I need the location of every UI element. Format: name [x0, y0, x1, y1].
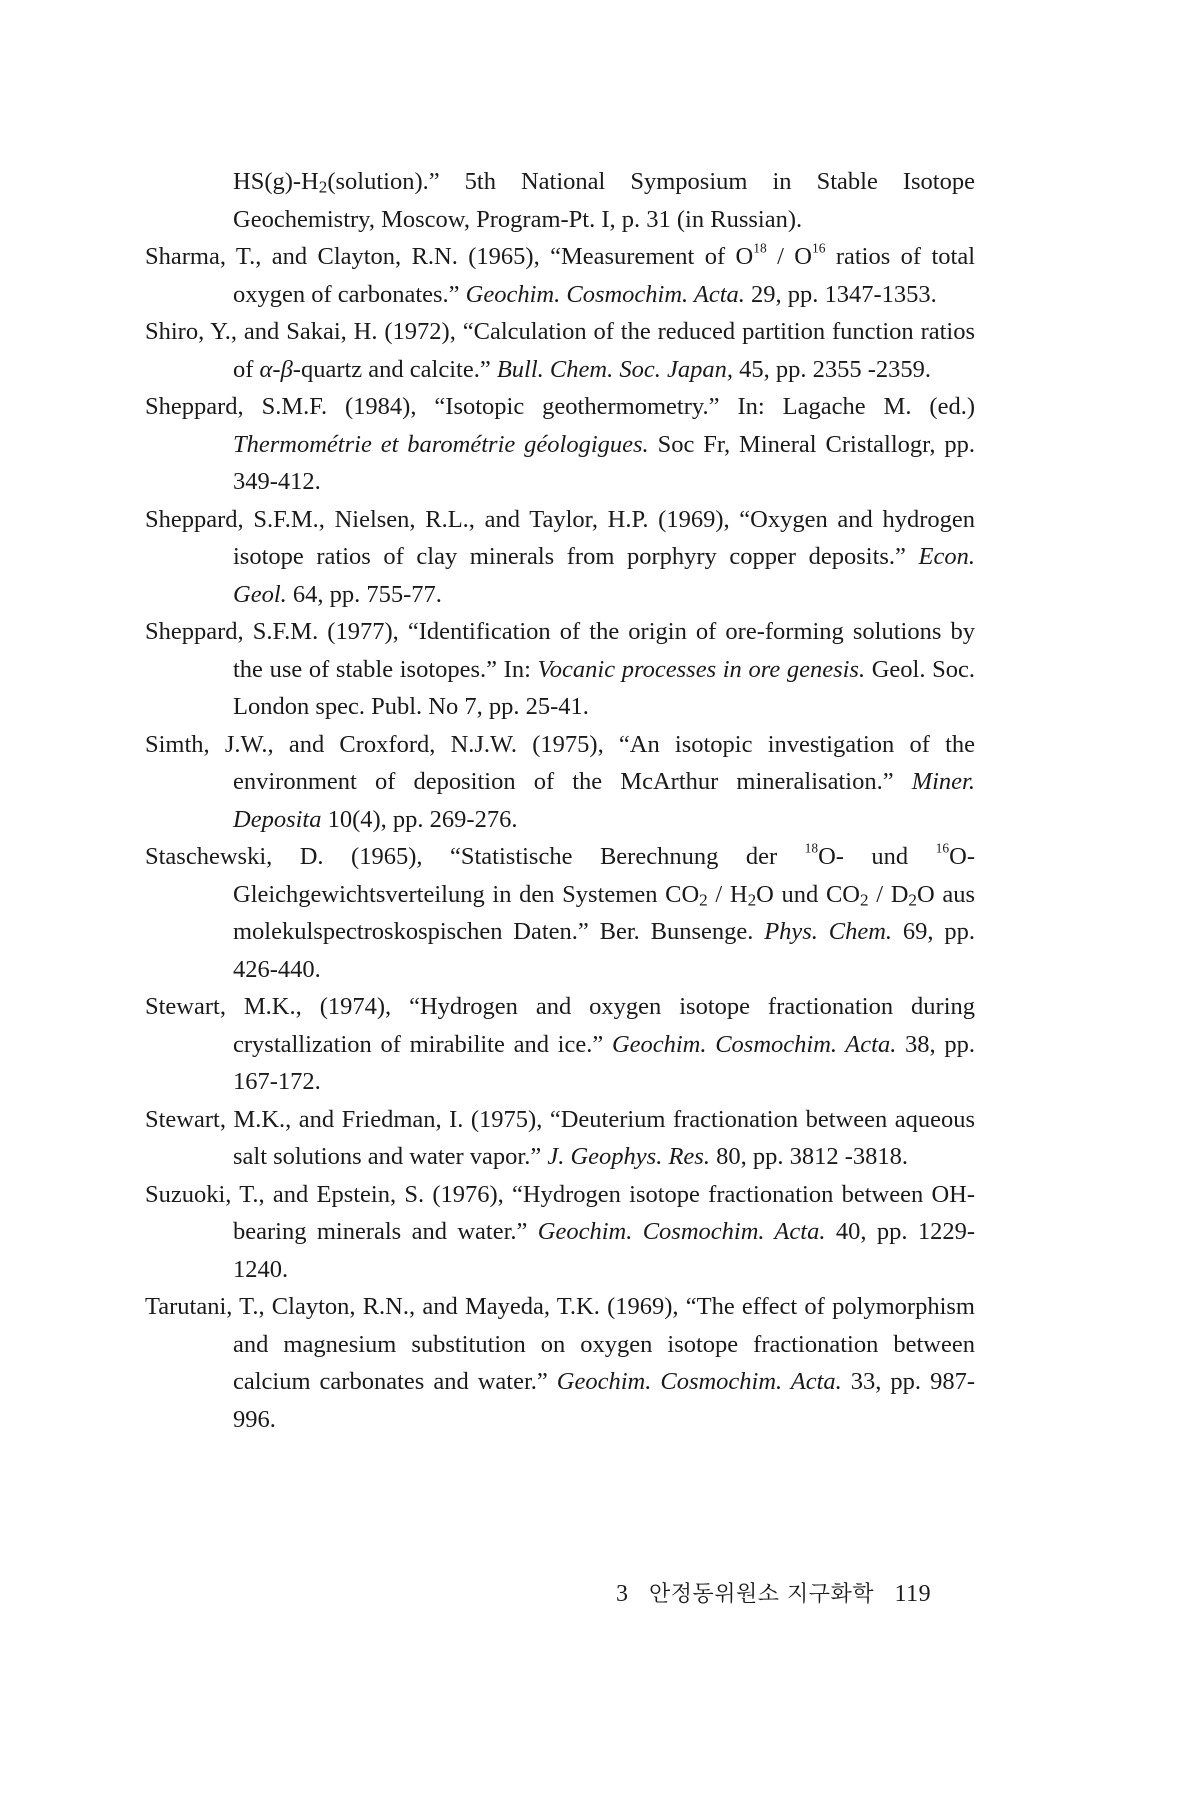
- chapter-number: 3: [616, 1581, 629, 1607]
- reference-text: / D: [868, 880, 909, 908]
- reference-title-italic: Vocanic processes in ore genesis.: [537, 655, 866, 683]
- reference-text: O aus molekulspectroskospischen Daten.” Ber. Bunsenge.: [233, 880, 976, 945]
- reference-entry: [145, 313, 975, 388]
- reference-text: Sheppard, S.M.F. (1984), “Isotopic geothermometry.” In: Lagache M. (ed.): [145, 393, 975, 420]
- reference-text: -quartz and calcite.”: [292, 355, 497, 383]
- subscript: 2: [318, 177, 328, 197]
- reference-text: Sheppard, S.F.M., Nielsen, R.L., and Taylor, H.P. (1969), “Oxygen and hydrogen isotope ratios of clay minerals from porphyry copper deposits.”: [145, 505, 975, 570]
- subscript: 2: [908, 889, 917, 909]
- reference-entry: [145, 501, 975, 614]
- subscript: 2: [859, 889, 869, 909]
- page-footer: [616, 1577, 945, 1608]
- reference-text: O und CO: [756, 880, 860, 908]
- reference-text: Stewart, M.K., (1974), “Hydrogen and oxygen isotope fractionation during crystallization of mirabilite and ice.”: [145, 993, 975, 1058]
- superscript: 18: [753, 240, 767, 256]
- reference-entry: [145, 988, 975, 1101]
- reference-text: Stewart, M.K., and Friedman, I. (1975), “Deuterium fractionation between aqueous salt solutions and water vapor.”: [145, 1105, 975, 1170]
- reference-text: 40, pp. 1229-1240.: [233, 1218, 975, 1283]
- reference-text: 38, pp. 167-172.: [233, 1030, 976, 1095]
- reference-entry: [145, 726, 975, 839]
- reference-entry: [145, 388, 975, 501]
- reference-entry: [145, 1101, 975, 1176]
- reference-title-italic: J. Geophys. Res.: [547, 1143, 710, 1170]
- reference-text: HS(g)-H: [233, 168, 319, 195]
- reference-text: 80, pp. 3812 -3818.: [709, 1143, 909, 1170]
- reference-entry: [145, 1288, 975, 1438]
- reference-title-italic: Geochim. Cosmochim. Acta.: [556, 1368, 842, 1395]
- reference-title-italic: Geochim. Cosmochim. Acta.: [465, 280, 745, 308]
- subscript: 2: [747, 889, 757, 909]
- reference-title-italic: Geochim. Cosmochim. Acta.: [611, 1030, 897, 1058]
- reference-text: 64, pp. 755-77.: [286, 580, 442, 608]
- reference-entry: [145, 163, 975, 238]
- reference-text: / O: [766, 243, 812, 270]
- reference-entry: [145, 613, 975, 726]
- reference-text: Staschewski, D. (1965), “Statistische Berechnung der: [145, 843, 805, 870]
- reference-text: 10(4), pp. 269-276.: [321, 805, 518, 833]
- reference-list: [145, 163, 975, 1438]
- reference-text: Soc Fr, Mineral Cristallogr, pp. 349-412.: [233, 430, 975, 495]
- superscript: 18: [804, 840, 819, 856]
- reference-title-italic: Miner. Deposita: [233, 768, 975, 833]
- reference-text: 33, pp. 987-996.: [233, 1368, 975, 1433]
- reference-entry: [145, 838, 975, 988]
- subscript: 2: [699, 889, 708, 909]
- reference-title-italic: Econ. Geol.: [233, 543, 975, 608]
- page-number: 119: [894, 1581, 932, 1607]
- reference-text: Sharma, T., and Clayton, R.N. (1965), “Measurement of O: [145, 243, 754, 270]
- superscript: 16: [935, 840, 950, 856]
- reference-text: 45, pp. 2355 -2359.: [732, 355, 931, 383]
- reference-text: 69, pp. 426-440.: [233, 918, 975, 983]
- reference-title-italic: Phys. Chem.: [764, 918, 893, 945]
- reference-title-italic: Thermométrie et barométrie géologigues.: [233, 430, 649, 458]
- reference-text: / H: [707, 880, 748, 908]
- reference-title-italic: Geochim. Cosmochim. Acta.: [537, 1218, 826, 1245]
- reference-text: Tarutani, T., Clayton, R.N., and Mayeda, T.K. (1969), “The effect of polymorphism and magnesium substitution on oxygen isotope fractionation between calcium carbonates and water.”: [145, 1293, 975, 1395]
- reference-text: ratios of total oxygen of carbonates.”: [233, 243, 976, 308]
- reference-text: Sheppard, S.F.M. (1977), “Identification of the origin of ore-forming solutions by the use of stable isotopes.” In:: [145, 618, 975, 683]
- reference-entry: [145, 238, 975, 313]
- reference-text: O- und: [818, 843, 936, 870]
- reference-text: (solution).” 5th National Symposium in Stable Isotope Geochemistry, Moscow, Program-Pt. I, p. 31 (in Russian).: [233, 168, 975, 233]
- reference-text: Simth, J.W., and Croxford, N.J.W. (1975), “An isotopic investigation of the environment of deposition of the McArthur mineralisation.”: [145, 730, 975, 795]
- reference-title-italic: Bull. Chem. Soc. Japan,: [496, 355, 733, 383]
- reference-text: Shiro, Y., and Sakai, H. (1972), “Calculation of the reduced partition function ratios of: [145, 318, 975, 383]
- reference-title-italic: α-β: [259, 355, 293, 383]
- reference-text: O-Gleichgewichtsverteilung in den Systemen CO: [233, 843, 975, 908]
- reference-entry: [145, 1176, 975, 1289]
- chapter-title: 안정동위원소 지구화학: [649, 1582, 875, 1607]
- superscript: 16: [811, 240, 826, 256]
- reference-text: 29, pp. 1347-1353.: [744, 280, 937, 308]
- reference-text: Geol. Soc. London spec. Publ. No 7, pp. 25-41.: [233, 655, 976, 720]
- reference-text: Suzuoki, T., and Epstein, S. (1976), “Hydrogen isotope fractionation between OH-bearing minerals and water.”: [145, 1180, 975, 1245]
